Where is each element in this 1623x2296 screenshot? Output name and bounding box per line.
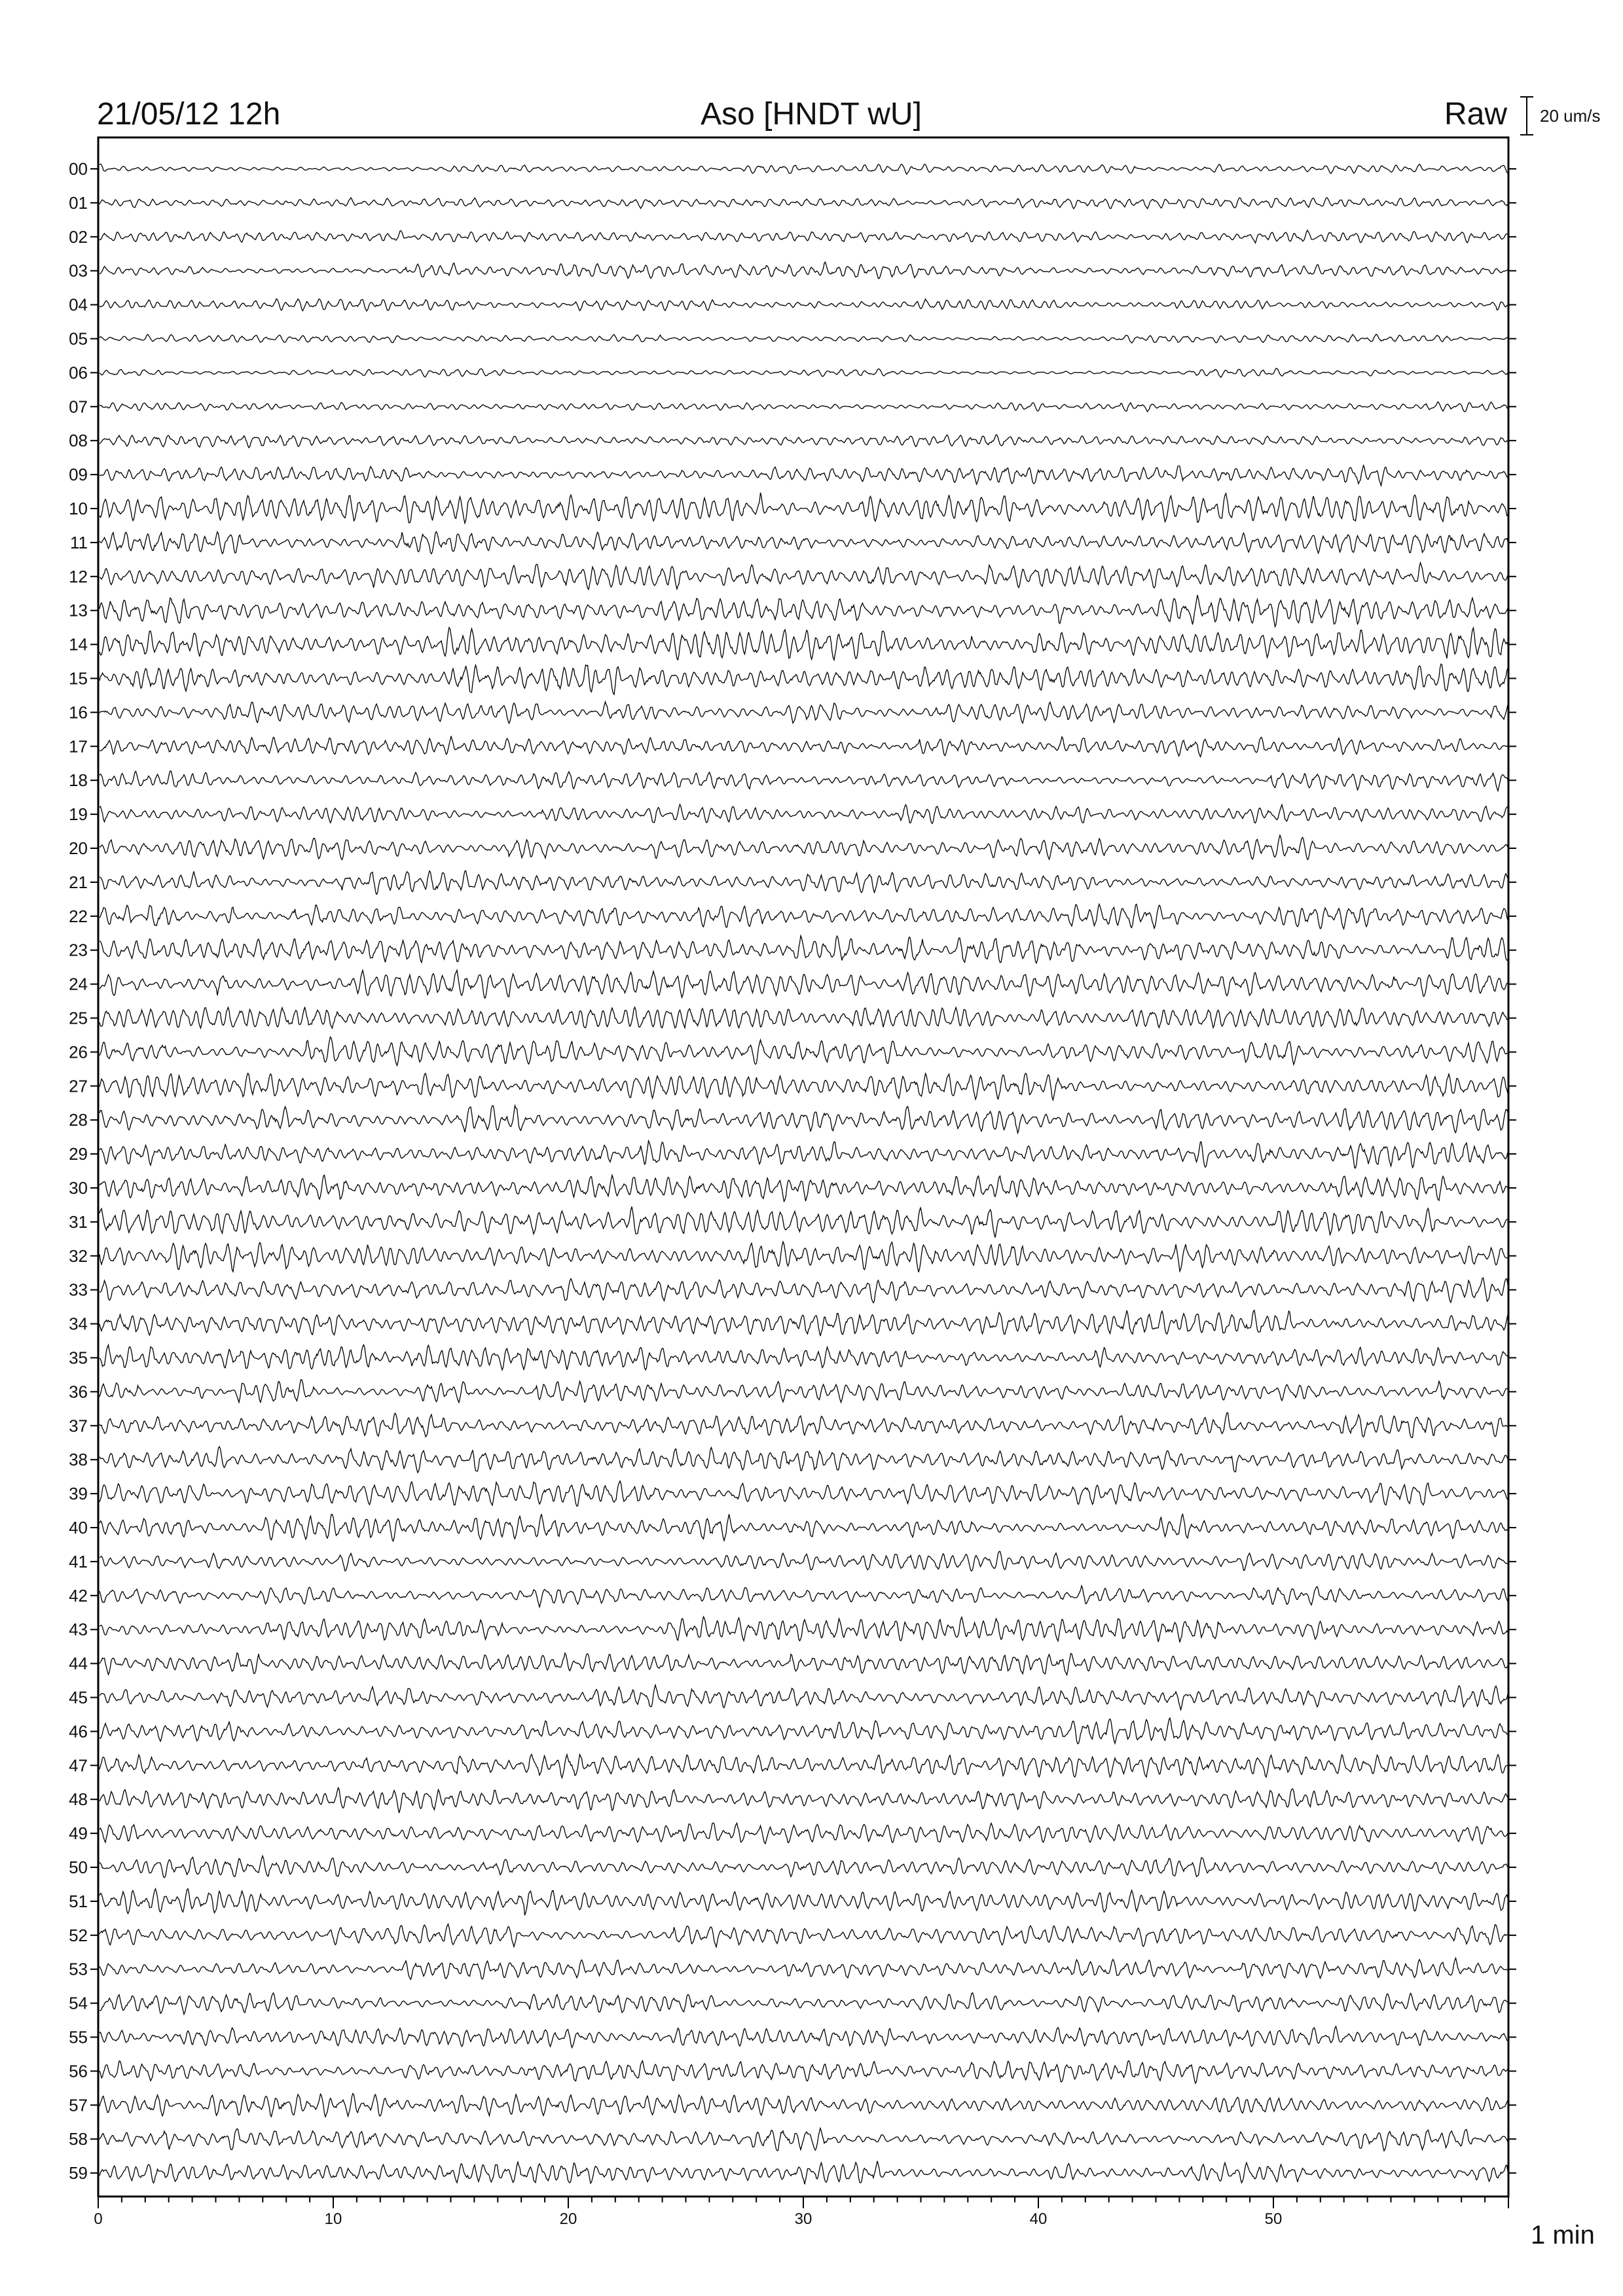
trace-row	[69, 1889, 1516, 1916]
row-label: 47	[69, 1755, 88, 1776]
trace-row	[69, 870, 1516, 894]
trace-row	[69, 329, 1516, 349]
trace-line	[100, 1586, 1508, 1607]
trace-row	[69, 595, 1516, 626]
row-label: 10	[69, 499, 88, 518]
trace-line	[100, 1175, 1508, 1201]
row-label: 17	[69, 736, 88, 757]
trace-row	[69, 2094, 1516, 2117]
row-label: 01	[69, 192, 88, 213]
trace-row	[69, 1380, 1516, 1403]
trace-line	[100, 164, 1508, 175]
row-label: 28	[69, 1110, 88, 1130]
trace-row	[69, 1073, 1516, 1100]
trace-line	[100, 435, 1508, 448]
row-label: 50	[69, 1857, 88, 1877]
row-label: 29	[69, 1144, 88, 1164]
x-tick-label: 40	[1029, 2210, 1048, 2228]
trace-row	[69, 295, 1516, 315]
trace-line	[100, 465, 1508, 486]
row-label: 02	[69, 226, 88, 247]
row-label: 27	[69, 1076, 88, 1096]
trace-line	[100, 402, 1508, 412]
row-label: 23	[69, 940, 88, 960]
row-label: 58	[69, 2129, 88, 2149]
row-label: 06	[69, 363, 88, 383]
trace-row	[69, 2061, 1516, 2084]
trace-line	[100, 1413, 1508, 1438]
trace-row	[69, 261, 1516, 281]
trace-row	[69, 563, 1516, 590]
trace-row	[69, 363, 1516, 382]
row-label: 25	[69, 1008, 88, 1028]
trace-line	[100, 563, 1508, 590]
trace-line	[100, 299, 1508, 312]
trace-row	[69, 1685, 1516, 1710]
trace-line	[100, 2094, 1508, 2117]
trace-line	[100, 1380, 1508, 1403]
trace-row	[69, 1105, 1516, 1133]
row-label: 51	[69, 1891, 88, 1911]
trace-line	[100, 1958, 1508, 1980]
trace-line	[100, 1754, 1508, 1778]
trace-row	[69, 1754, 1516, 1778]
trace-row	[69, 1993, 1516, 2015]
trace-line	[100, 736, 1508, 757]
trace-line	[100, 368, 1508, 378]
row-label: 22	[69, 906, 88, 926]
trace-row	[69, 1718, 1516, 1744]
trace-row	[69, 1310, 1516, 1336]
trace-line	[100, 493, 1508, 524]
row-label: 38	[69, 1450, 88, 1470]
trace-line	[100, 1242, 1508, 1272]
trace-line	[100, 702, 1508, 723]
trace-line	[100, 1446, 1508, 1473]
trace-line	[100, 1481, 1508, 1507]
trace-line	[100, 936, 1508, 963]
trace-row	[69, 664, 1516, 694]
trace-line	[100, 1823, 1508, 1844]
trace-row	[69, 465, 1516, 486]
row-label: 53	[69, 1959, 88, 1979]
row-label: 33	[69, 1280, 88, 1300]
row-label: 41	[69, 1551, 88, 1571]
trace-row	[69, 736, 1516, 757]
trace-row	[69, 493, 1516, 524]
trace-line	[100, 2026, 1508, 2047]
trace-line	[100, 835, 1508, 859]
row-label: 36	[69, 1382, 88, 1402]
scale-bar	[1520, 97, 1533, 135]
trace-line	[100, 2161, 1508, 2185]
x-tick-label: 30	[794, 2210, 812, 2228]
row-label: 59	[69, 2163, 88, 2183]
trace-line	[100, 1924, 1508, 1947]
trace-line	[100, 804, 1508, 823]
trace-line	[100, 198, 1508, 209]
row-label: 39	[69, 1484, 88, 1504]
row-label: 15	[69, 668, 88, 689]
row-label: 20	[69, 838, 88, 858]
trace-rows	[69, 159, 1516, 2184]
x-tick-label: 50	[1264, 2210, 1283, 2228]
trace-line	[100, 2061, 1508, 2084]
trace-line	[100, 1653, 1508, 1675]
trace-line	[100, 334, 1508, 343]
plot-frame	[98, 137, 1508, 2197]
trace-row	[69, 904, 1516, 929]
trace-line	[100, 1207, 1508, 1238]
x-axis	[94, 2197, 1508, 2228]
row-label: 57	[69, 2095, 88, 2115]
row-label: 14	[69, 634, 88, 655]
x-tick-label: 20	[559, 2210, 577, 2228]
row-label: 18	[69, 770, 88, 791]
trace-row	[69, 1037, 1516, 1066]
row-label: 32	[69, 1246, 88, 1266]
trace-row	[69, 397, 1516, 416]
trace-row	[69, 1141, 1516, 1168]
trace-line	[100, 1551, 1508, 1571]
trace-line	[100, 1787, 1508, 1813]
row-label: 21	[69, 872, 88, 892]
row-label: 45	[69, 1687, 88, 1708]
trace-line	[100, 904, 1508, 929]
trace-row	[69, 193, 1516, 213]
trace-line	[100, 1073, 1508, 1100]
trace-line	[100, 230, 1508, 243]
trace-line	[100, 595, 1508, 626]
trace-line	[100, 1993, 1508, 2015]
row-label: 31	[69, 1211, 88, 1232]
trace-line	[100, 1037, 1508, 1066]
row-label: 00	[69, 159, 88, 179]
trace-row	[69, 770, 1516, 791]
trace-row	[69, 702, 1516, 723]
trace-row	[69, 1413, 1516, 1438]
trace-line	[100, 1685, 1508, 1710]
trace-row	[69, 1551, 1516, 1571]
trace-line	[100, 1617, 1508, 1642]
trace-row	[69, 2161, 1516, 2185]
trace-line	[100, 1007, 1508, 1028]
trace-row	[69, 1514, 1516, 1541]
trace-row	[69, 1207, 1516, 1238]
trace-line	[100, 870, 1508, 894]
trace-row	[69, 1856, 1516, 1878]
trace-line	[100, 628, 1508, 660]
row-label: 09	[69, 465, 88, 485]
row-label: 56	[69, 2061, 88, 2081]
trace-line	[100, 1514, 1508, 1541]
trace-row	[69, 835, 1516, 859]
trace-line	[100, 771, 1508, 791]
row-label: 54	[69, 1993, 88, 2013]
trace-row	[69, 936, 1516, 963]
trace-row	[69, 2026, 1516, 2047]
trace-row	[69, 227, 1516, 247]
trace-line	[100, 1278, 1508, 1302]
trace-row	[69, 1278, 1516, 1302]
trace-line	[100, 1345, 1508, 1370]
trace-row	[69, 1586, 1516, 1607]
row-label: 30	[69, 1178, 88, 1198]
trace-row	[69, 1345, 1516, 1370]
trace-line	[100, 1718, 1508, 1744]
datetime-label: 21/05/12 12h	[97, 97, 281, 132]
row-label: 11	[70, 532, 88, 552]
row-label: 35	[69, 1348, 88, 1368]
row-label: 46	[69, 1721, 88, 1742]
trace-row	[70, 531, 1516, 554]
row-label: 52	[69, 1925, 88, 1945]
trace-row	[69, 1446, 1516, 1473]
trace-line	[100, 1310, 1508, 1336]
trace-row	[69, 628, 1516, 660]
mode-label: Raw	[1444, 97, 1507, 132]
row-label: 43	[69, 1619, 88, 1640]
trace-row	[69, 1958, 1516, 1980]
trace-row	[69, 1787, 1516, 1813]
row-label: 16	[69, 702, 88, 723]
trace-row	[69, 1007, 1516, 1028]
trace-row	[69, 1242, 1516, 1272]
trace-line	[100, 970, 1508, 997]
trace-row	[69, 1481, 1516, 1507]
row-label: 03	[69, 260, 88, 281]
trace-row	[69, 804, 1516, 824]
trace-line	[100, 262, 1508, 278]
row-label: 49	[69, 1823, 88, 1844]
scale-label: 20 um/s	[1540, 106, 1601, 126]
x-unit-label: 1 min	[1531, 2221, 1595, 2250]
row-label: 34	[69, 1314, 88, 1334]
trace-line	[100, 2128, 1508, 2151]
trace-line	[100, 1141, 1508, 1168]
row-label: 37	[69, 1416, 88, 1436]
row-label: 55	[69, 2027, 88, 2047]
row-label: 48	[69, 1789, 88, 1810]
row-label: 42	[69, 1585, 88, 1605]
trace-line	[100, 1105, 1508, 1133]
row-label: 08	[69, 431, 88, 451]
row-label: 26	[69, 1042, 88, 1062]
trace-line	[100, 664, 1508, 694]
trace-row	[69, 431, 1516, 450]
trace-row	[69, 1175, 1516, 1201]
trace-row	[69, 970, 1516, 997]
trace-line	[100, 1856, 1508, 1878]
row-label: 13	[69, 600, 88, 620]
x-tick-label: 0	[94, 2210, 103, 2228]
row-label: 44	[69, 1653, 88, 1674]
row-label: 40	[69, 1518, 88, 1537]
row-label: 07	[69, 397, 88, 417]
trace-row	[69, 1617, 1516, 1642]
row-label: 19	[69, 804, 88, 825]
row-label: 05	[69, 329, 88, 349]
row-label: 04	[69, 295, 88, 315]
trace-row	[69, 1924, 1516, 1947]
trace-line	[100, 531, 1508, 554]
station-title: Aso [HNDT wU]	[701, 97, 922, 132]
trace-row	[69, 1653, 1516, 1675]
row-label: 24	[69, 974, 88, 994]
row-label: 12	[69, 566, 88, 586]
trace-row	[69, 1823, 1516, 1844]
trace-row	[69, 159, 1516, 179]
trace-row	[69, 2128, 1516, 2151]
trace-line	[100, 1889, 1508, 1916]
x-tick-label: 10	[324, 2210, 342, 2228]
